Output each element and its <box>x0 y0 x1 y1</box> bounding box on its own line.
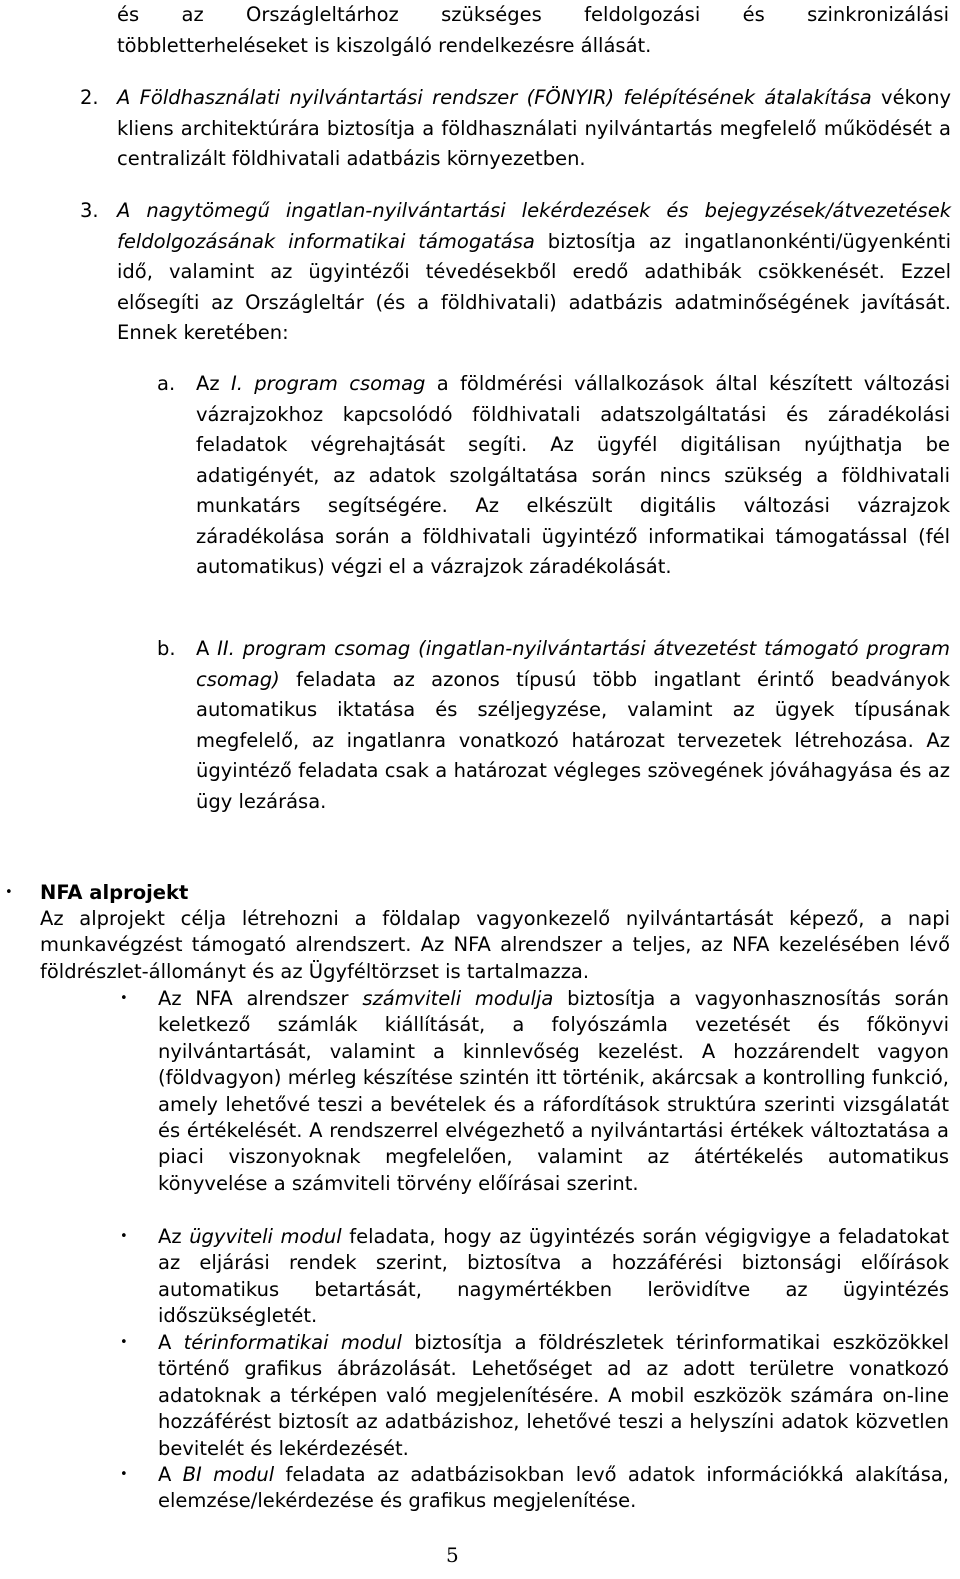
item-3-number: 3. <box>80 199 99 222</box>
sub-a-italic: I. program csomag <box>230 372 426 395</box>
nfa-item-3 <box>158 1330 949 1462</box>
sub-b-italic: II. program csomag (ingatlan-nyilvántartási átvezetést támogató program csomag) <box>196 637 950 691</box>
nfa-item-4-bullet: • <box>120 1467 128 1482</box>
top-paragraph-line-1: és az Országleltárhoz szükséges feldolgozási és szinkronizálási <box>117 3 949 26</box>
nfa-item-1-bullet: • <box>120 991 128 1006</box>
item-2-number: 2. <box>80 86 99 109</box>
page-number: 5 <box>446 1543 459 1567</box>
nfa-item-1 <box>158 986 949 1197</box>
sub-b-text: feladata az azonos típusú több ingatlant érintő beadványok automatikus iktatása és széljegyzése, valamint az ügyek típusának megfelelő, az ingatlanra vonatkozó határozat tervezetek létrehozása. Az ügyintéző feladata csak a határozat végleges szövegének jóváhagyása és az ügy lezárása. <box>196 667 951 813</box>
item-3-text: biztosítja az ingatlanonkénti/ügyenkénti idő, valamint az ügyintézői tévedésekből eredő adathibák csökkenését. Ezzel elősegíti az Országleltár (és a földhivatali) adatbázis adatminőségének javítását. Ennek keretében: <box>117 229 951 344</box>
item-2-italic: A Földhasználati nyilvántartási rendszer (FÖNYIR) felépítésének átalakítása <box>117 86 872 109</box>
sub-a-paragraph <box>196 369 950 583</box>
nfa-item-3-pre: A <box>158 1331 172 1354</box>
item-3-paragraph <box>117 196 951 349</box>
nfa-item-2-pre: Az <box>158 1225 182 1248</box>
nfa-item-2-italic: ügyviteli modul <box>189 1225 342 1248</box>
nfa-intro: Az alprojekt célja létrehozni a földalap vagyonkezelő nyilvántartását képező, a napi munkavégzést támogató alrendszert. Az NFA alrendszer a teljes, az NFA kezelésében lévő földrészlet-állományt és az Ügyféltörzset is tartalmazza. <box>40 907 950 983</box>
sub-b-letter: b. <box>157 637 176 660</box>
sub-a-pre: Az <box>196 372 220 395</box>
nfa-item-2-bullet: • <box>120 1229 128 1244</box>
nfa-item-4-text: feladata az adatbázisokban levő adatok információkká alakítása, elemzése/lekérdezése és grafikus megjelenítése. <box>158 1463 950 1513</box>
nfa-item-2 <box>158 1224 949 1330</box>
nfa-title-text: NFA alprojekt <box>40 881 189 904</box>
sub-b-pre: A <box>196 637 210 660</box>
nfa-bullet: • <box>5 885 13 900</box>
nfa-item-3-text: biztosítja a földrészletek térinformatikai eszközökkel történő grafikus ábrázolását. Lehetőséget ad az adott területre vonatkozó adatoknak a térképen való megjelenítésére. A mobil eszközök számára on-line hozzáférést biztosít az adatbázishoz, lehetővé teszi a helyszíni adatok közvetlen bevitelét és lekérdezését. <box>158 1331 949 1460</box>
sub-a-letter: a. <box>157 372 176 395</box>
sub-b-paragraph <box>196 634 950 817</box>
item-2-text: vékony kliens architektúrára biztosítja a földhasználati nyilvántartás megfelelő működését a centralizált földhivatali adatbázis környezetben. <box>117 86 951 170</box>
item-3-italic: A nagytömegű ingatlan-nyilvántartási lekérdezések és bejegyzések/átvezetések feldolgozásának informatikai támogatása <box>117 199 951 253</box>
nfa-title <box>40 880 950 906</box>
nfa-item-4-italic: BI modul <box>182 1463 275 1486</box>
nfa-item-1-text: biztosítja a vagyonhasznosítás során keletkező számlák kiállítását, a folyószámla vezetését és főkönyvi nyilvántartását, valamint a kinnlevőség kezelést. A hozzárendelt vagyon (földvagyon) mérleg készítése szintén itt történik, akárcsak a kontrolling funkció, amely lehetővé teszi a bevételek és a ráfordítások struktúra szerinti vizsgálatát és értékelését. A rendszerrel elvégezhető a nyilvántartási értékek változtatása a piaci viszonyoknak megfelelően, valamint az átértékelés automatikus könyvelése a számviteli törvény előírásai szerint. <box>158 987 950 1195</box>
nfa-item-1-pre: Az NFA alrendszer <box>158 987 349 1010</box>
item-2-paragraph <box>117 83 951 175</box>
nfa-item-3-italic: térinformatikai modul <box>183 1331 402 1354</box>
nfa-item-1-italic: számviteli modulja <box>362 987 554 1010</box>
nfa-item-3-bullet: • <box>120 1335 128 1350</box>
nfa-item-2-text: feladata, hogy az ügyintézés során végigvigye a feladatokat az eljárási rendek szerint, biztosítva a hozzáférési biztonsági előírások automatikus betartását, nagymértékben lerövidítve az ügyintézés időszükségletét. <box>158 1225 950 1328</box>
top-paragraph <box>117 0 949 61</box>
top-paragraph-line-2: többletterheléseket is kiszolgáló rendelkezésre állását. <box>117 33 652 57</box>
nfa-item-4-pre: A <box>158 1463 172 1486</box>
sub-a-text: a földmérési vállalkozások által készített változási vázrajzokhoz kapcsolódó földhivatali adatszolgáltatási és záradékolási feladatok végrehajtását segíti. Az ügyfél digitálisan nyújthatja be adatigényét, az adatok szolgáltatása során nincs szükség a földhivatali munkatárs segítségére. Az elkészült digitális változási vázrajzok záradékolása során a földhivatali ügyintéző informatikai támogatással (fél automatikus) végzi el a vázrajzok záradékolását. <box>196 372 950 578</box>
nfa-item-4 <box>158 1462 949 1515</box>
